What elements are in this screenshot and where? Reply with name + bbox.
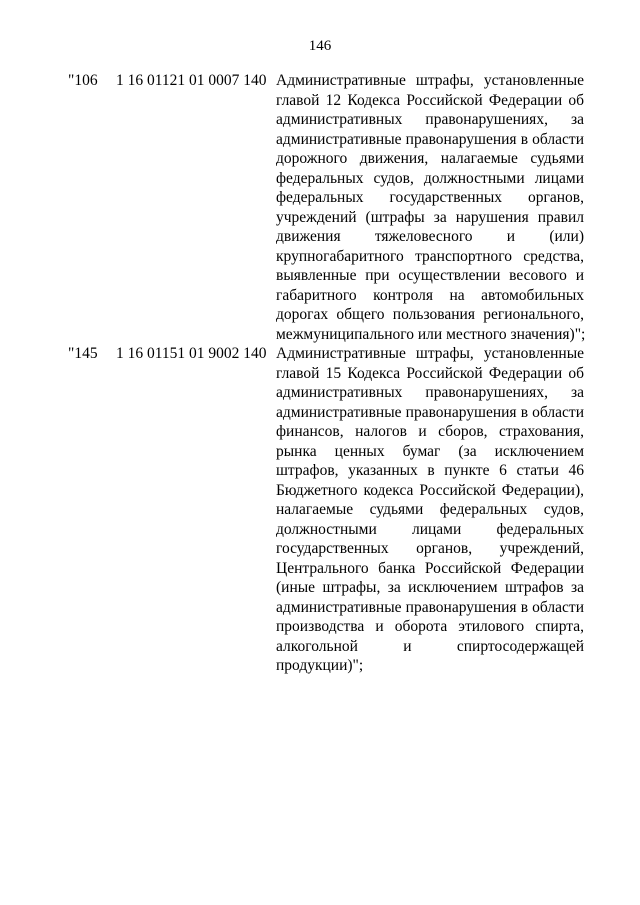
description-line: дорогах общего пользования регионального, [276, 306, 584, 323]
entry-row [68, 344, 588, 676]
entry-code: 1 16 01121 01 0007 140 [116, 72, 267, 89]
description-line: габаритного контроля на автомобильных [276, 286, 584, 304]
entry-row [68, 71, 588, 344]
description-line: федеральных государственных органов, [276, 189, 584, 206]
description-line: производства и оборота этилового спирта, [276, 618, 584, 635]
description-line: Административные штрафы, установленные [276, 345, 584, 362]
description-line: дорожного движения, налагаемые судьями [276, 150, 584, 167]
description-line: учреждений (штрафы за нарушения правил [276, 208, 584, 226]
description-line: административные правонарушения в области [276, 403, 584, 421]
description-line: главой 15 Кодекса Российской Федерации об [276, 364, 584, 382]
description-line: должностными лицами федеральных [276, 520, 584, 538]
entry-number: "106 [68, 72, 98, 89]
description-line: Бюджетного кодекса Российской Федерации), [276, 481, 584, 499]
description-line: административных правонарушениях, за [276, 384, 584, 401]
description-line: рынка ценных бумаг (за исключением [276, 442, 584, 460]
entries-table [68, 71, 588, 676]
page-number: 146 [308, 38, 332, 54]
description-line: федеральных судов, должностными лицами [276, 169, 584, 187]
entry-number: "145 [68, 345, 98, 362]
description-line: алкогольной и спиртосодержащей [276, 637, 584, 655]
description-line: налагаемые судьями федеральных судов, [276, 501, 584, 518]
entry-code: 1 16 01151 01 9002 140 [116, 345, 267, 362]
entry-description [276, 344, 584, 676]
description-line: административные правонарушения в области [276, 598, 584, 616]
description-line: крупногабаритного транспортного средства, [276, 247, 584, 265]
description-line: (иные штрафы, за исключением штрафов за [276, 579, 584, 596]
description-line: главой 12 Кодекса Российской Федерации об [276, 91, 584, 109]
description-line: штрафов, указанных в пункте 6 статьи 46 [276, 462, 584, 479]
description-line: межмуниципального или местного значения)"; [276, 325, 586, 343]
description-line: финансов, налогов и сборов, страхования, [276, 423, 584, 440]
description-line: продукции)"; [276, 657, 364, 674]
description-line: Центрального банка Российской Федерации [276, 559, 584, 577]
description-line: государственных органов, учреждений, [276, 540, 584, 557]
description-line: выявленные при осуществлении весового и [276, 267, 584, 284]
description-line: движения тяжеловесного и (или) [276, 228, 584, 245]
description-line: административные правонарушения в области [276, 130, 584, 148]
entry-description [276, 71, 584, 344]
description-line: административных правонарушениях, за [276, 111, 584, 128]
description-line: Административные штрафы, установленные [276, 72, 584, 89]
